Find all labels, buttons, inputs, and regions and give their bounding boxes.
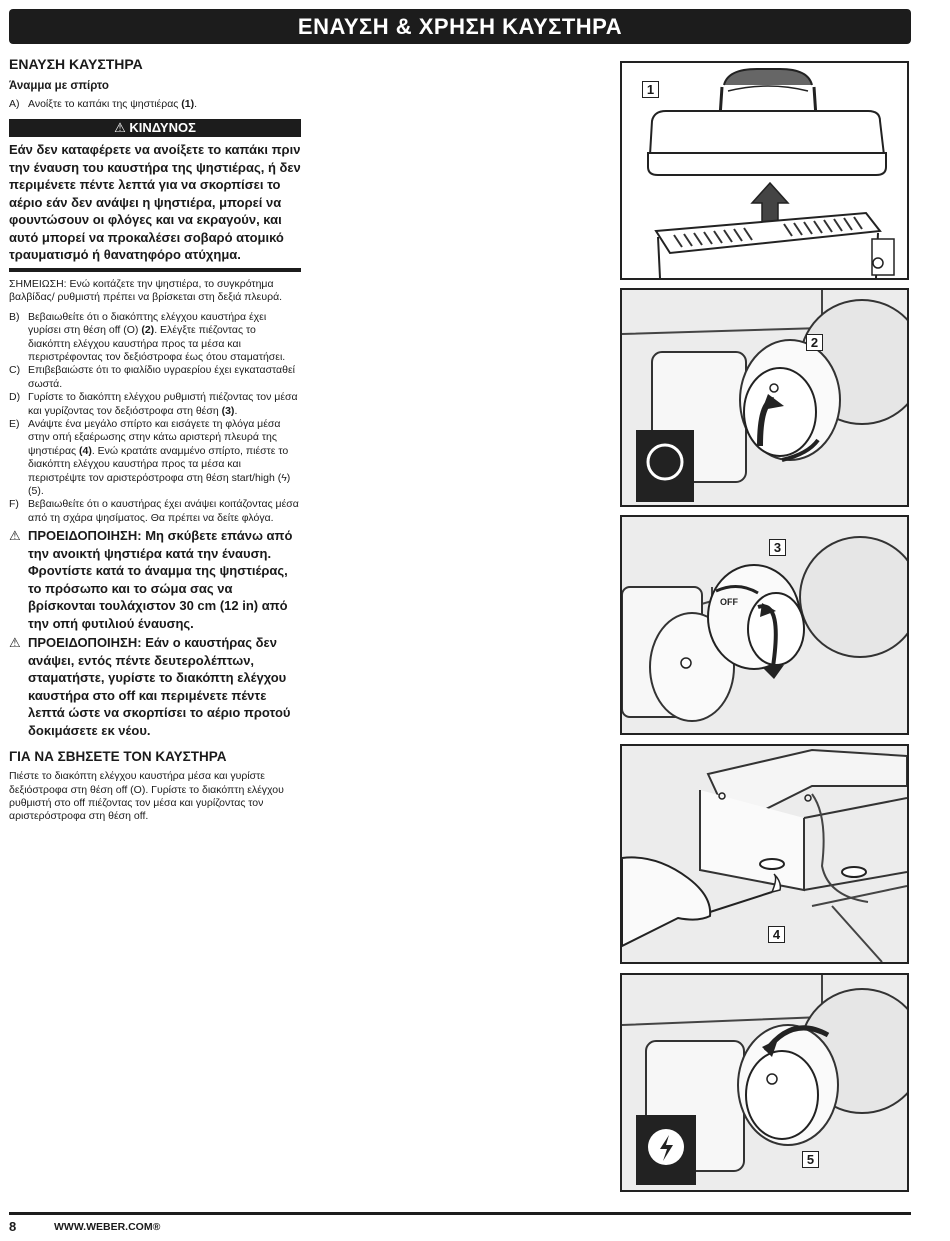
regulator-dial-illustration bbox=[622, 517, 907, 733]
knob-off-illustration bbox=[622, 290, 907, 505]
figure-2-knob-off bbox=[620, 288, 909, 507]
warning-icon: ⚠ bbox=[9, 635, 21, 651]
figure-number: 5 bbox=[802, 1151, 819, 1168]
grill-lid-illustration bbox=[622, 63, 907, 278]
step-e: E) Ανάψτε ένα μεγάλο σπίρτο και εισάγετε τη φλόγα μέσα στην οπή εξαέρωσης στην κάτω αριστερή πλευρά της ψηστιέρας (4). Ενώ κρατάτε αναμμένο σπίρτο, πιέστε το διακόπτη ελέγχου καυστήρα προς τα μέσα και περιστρέψτε τον αριστερόστροφα στη θέση start/high (ϟ) (5). bbox=[9, 417, 291, 497]
step-c: C) Επιβεβαιώστε ότι το φιαλίδιο υγραερίου έχει εγκατασταθεί σωστά. bbox=[9, 364, 295, 390]
figure-number: 4 bbox=[768, 926, 785, 943]
text-column bbox=[9, 56, 301, 824]
match-lighting-illustration bbox=[622, 746, 907, 962]
section-subtitle-match: Άναμμα με σπίρτο bbox=[9, 80, 109, 92]
warning-text: ΠΡΟΕΙΔΟΠΟΙΗΣΗ: Μη σκύβετε επάνω από την ανοικτή ψηστιέρα κατά την έναυση. Φροντίστε κατά το άναμμα της ψηστιέρας, το πρόσωπο και το σώμα σας να βρίσκονται τουλάχιστον 30 cm (12 in) από την οπή φυτιλιού έναυσης. bbox=[28, 528, 293, 631]
footer-website: WWW.WEBER.COM® bbox=[54, 1221, 161, 1233]
warning-text: ΠΡΟΕΙΔΟΠΟΙΗΣΗ: Εάν ο καυστήρας δεν ανάψει, εντός πέντε δευτερολέπτων, σταματήστε, γυρίστε το διακόπτη ελέγχου καυστήρα στο off και περιμένετε πέντε λεπτά ώστε να σκορπίσει το αέριο προτού δοκιμάσετε εκ νέου. bbox=[28, 635, 291, 738]
step-b: B) Βεβαιωθείτε ότι ο διακόπτης ελέγχου καυστήρα έχει γυρίσει στη θέση off (O) (2). Ελέγξτε πιέζοντας το διακόπτη ελέγχου καυστήρα προς τα μέσα και περιστρέφοντας τον δεξιόστροφα έως ότου σταματήσει. bbox=[9, 310, 286, 363]
footer-divider bbox=[9, 1212, 911, 1215]
figure-1-open-lid bbox=[620, 61, 909, 280]
danger-label: ⚠ ΚΙΝΔΥΝΟΣ bbox=[9, 119, 301, 137]
section-title-ignition: ΕΝΑΥΣΗ ΚΑΥΣΤΗΡΑ bbox=[9, 56, 143, 72]
figure-number: 3 bbox=[769, 539, 786, 556]
page-number: 8 bbox=[9, 1219, 17, 1234]
knob-start-high-illustration bbox=[622, 975, 907, 1190]
section-title-extinguish: ΓΙΑ ΝΑ ΣΒΗΣΕΤΕ ΤΟΝ ΚΑΥΣΤΗΡΑ bbox=[9, 749, 227, 765]
extinguish-text: Πιέστε το διακόπτη ελέγχου καυστήρα μέσα και γυρίστε δεξιόστροφα στη θέση off (O). Γυρίστε το διακόπτη ελέγχου ρυθμιστή στο off πιέζοντας τον μέσα και γυρίζοντας τον αριστερόστροφα στη θέση off. bbox=[9, 770, 284, 823]
warning-icon: ⚠ bbox=[9, 528, 21, 544]
banner-title: ΕΝΑΥΣΗ & ΧΡΗΣΗ ΚΑΥΣΤΗΡΑ bbox=[297, 13, 623, 39]
note-text: ΣΗΜΕΙΩΣΗ: Ενώ κοιτάζετε την ψηστιέρα, το συγκρότημα βαλβίδας/ ρυθμιστή πρέπει να βρίσκεται στη δεξιά πλευρά. bbox=[9, 277, 283, 304]
page-banner bbox=[9, 9, 911, 44]
steps-list bbox=[9, 311, 301, 526]
step-letter: A) bbox=[9, 98, 20, 110]
figure-number: 2 bbox=[806, 334, 823, 351]
step-d: D) Γυρίστε το διακόπτη ελέγχου ρυθμιστή πιέζοντας τον μέσα και γυρίζοντας τον δεξιόστροφα στη θέση (3). bbox=[9, 391, 298, 417]
step-a bbox=[9, 98, 301, 111]
step-text: Ανοίξτε το καπάκι της ψηστιέρας (1). bbox=[28, 98, 198, 110]
figure-number: 1 bbox=[642, 81, 659, 98]
figure-3-regulator-dial bbox=[620, 515, 909, 735]
step-f: F) Βεβαιωθείτε ότι ο καυστήρας έχει ανάψει κοιτάζοντας μέσα από τη σχάρα ψησίματος. Θα πρέπει να δείτε φλόγα. bbox=[9, 498, 299, 524]
dial-off-label: OFF bbox=[720, 597, 738, 607]
figure-4-match-lighting bbox=[620, 744, 909, 964]
warning-lean-over bbox=[9, 527, 301, 632]
danger-text: Εάν δεν καταφέρετε να ανοίξετε το καπάκι πριν την έναυση του καυστήρα της ψηστιέρας, ή δεν περιμένετε πέντε λεπτά για να σκορπίσει το αέριο εάν δεν ανάψει η ψηστιέρα, μπορεί να φουντώσουν οι φλόγες και να εκραγούν, και αυτό μπορεί να προκαλέσει σοβαρό ατομικό τραυματισμό ή θανατηφόρο ατύχημα. bbox=[9, 141, 301, 272]
figure-5-start-high bbox=[620, 973, 909, 1192]
warning-no-ignite bbox=[9, 634, 301, 739]
